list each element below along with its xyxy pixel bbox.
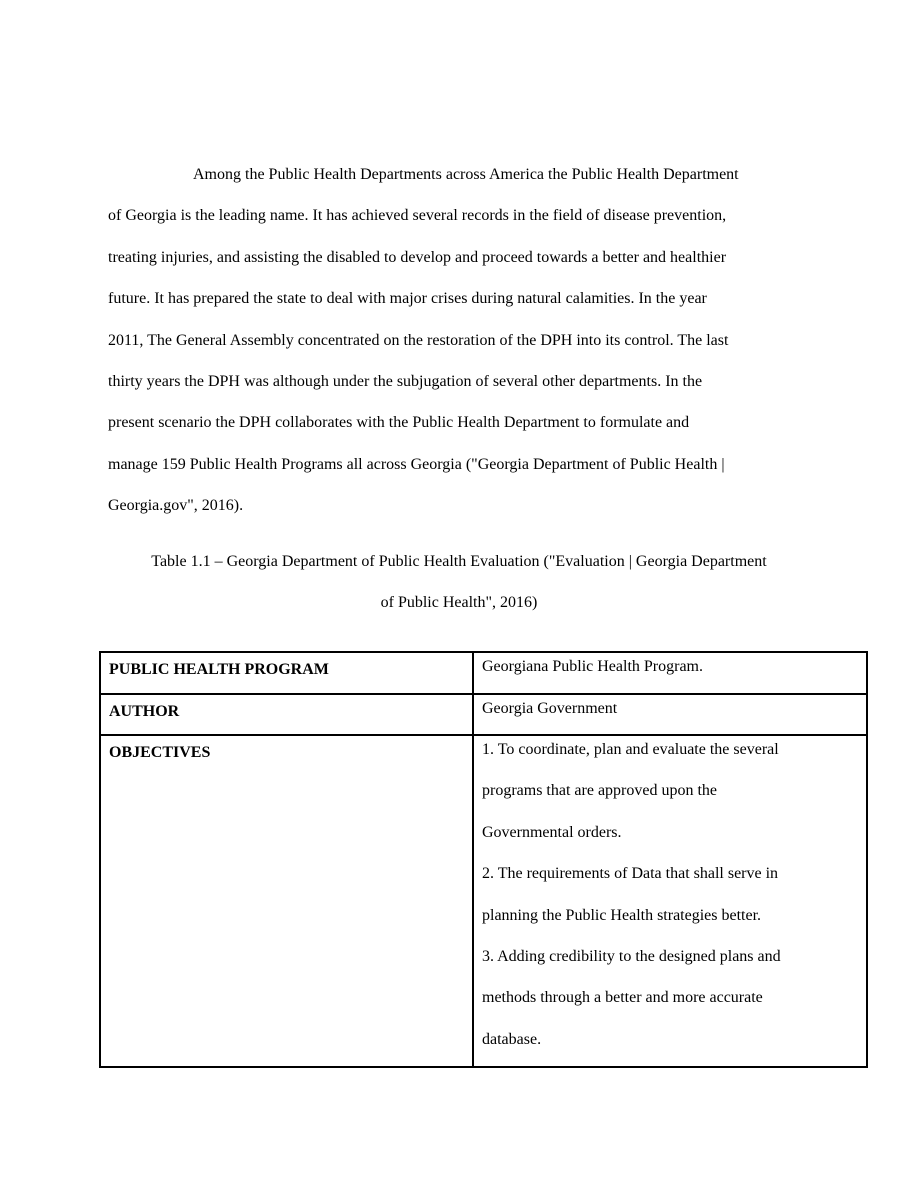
paragraph-line: treating injuries, and assisting the disabled to develop and proceed towards a better and healthier <box>108 248 727 266</box>
evaluation-table <box>99 651 868 1068</box>
table-value-line: programs that are approved upon the <box>482 782 718 800</box>
table-value-line: 2. The requirements of Data that shall serve in <box>482 865 779 883</box>
paragraph-line: Georgia.gov", 2016). <box>108 497 244 515</box>
table-value-line: Georgia Government <box>482 700 618 717</box>
table-value-line: methods through a better and more accurate <box>482 989 763 1007</box>
paragraph-line: present scenario the DPH collaborates with the Public Health Department to formulate and <box>108 414 690 432</box>
table-value-line: database. <box>482 1030 542 1048</box>
paragraph-line: Among the Public Health Departments across America the Public Health Department <box>193 166 739 183</box>
table-value-line: planning the Public Health strategies better. <box>482 906 762 924</box>
table-caption <box>0 541 918 624</box>
table-header-cell: AUTHOR <box>100 694 473 735</box>
table-value-line: Georgiana Public Health Program. <box>482 658 703 675</box>
paragraph-line: future. It has prepared the state to deal with major crises during natural calamities. In the year <box>108 290 707 308</box>
table-caption-line: Table 1.1 – Georgia Department of Public Health Evaluation ("Evaluation | Georgia Department <box>151 553 767 570</box>
body-paragraph <box>108 154 820 527</box>
paragraph-line: thirty years the DPH was although under the subjugation of several other departments. In the <box>108 372 703 390</box>
paragraph-line: manage 159 Public Health Programs all across Georgia ("Georgia Department of Public Health | <box>108 455 725 473</box>
table-header-cell: OBJECTIVES <box>100 735 473 1067</box>
table-value-line: 3. Adding credibility to the designed plans and <box>482 948 781 966</box>
table-value-cell <box>473 735 867 1067</box>
paragraph-line: 2011, The General Assembly concentrated on the restoration of the DPH into its control. The last <box>108 331 729 349</box>
table-value-line: 1. To coordinate, plan and evaluate the several <box>482 741 779 758</box>
table-caption-line: of Public Health", 2016) <box>380 594 538 612</box>
table-header-cell: PUBLIC HEALTH PROGRAM <box>100 652 473 694</box>
table-value-line: Governmental orders. <box>482 823 622 841</box>
paragraph-line: of Georgia is the leading name. It has achieved several records in the field of disease prevention, <box>108 207 727 225</box>
table-row <box>100 735 867 1067</box>
